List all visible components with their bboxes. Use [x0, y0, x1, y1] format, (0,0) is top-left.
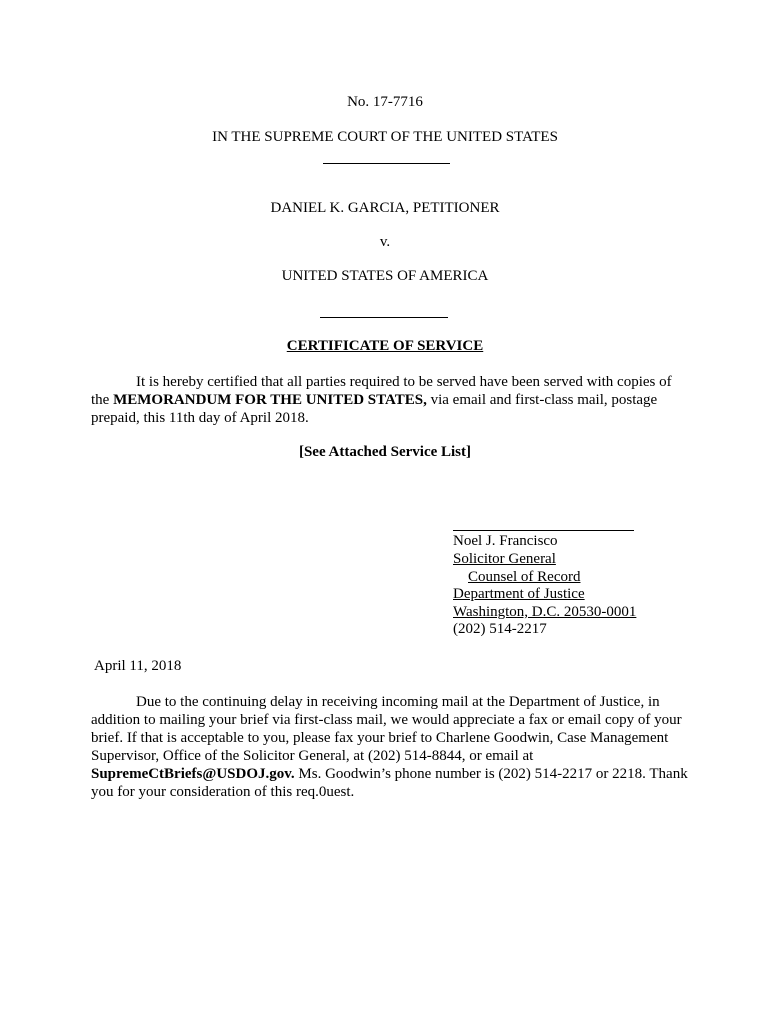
- document-title-bold: MEMORANDUM FOR THE UNITED STATES,: [113, 392, 427, 408]
- signer-address: Washington, D.C. 20530-0001: [453, 604, 637, 620]
- caption-divider-bottom: [320, 317, 448, 318]
- court-name: IN THE SUPREME COURT OF THE UNITED STATES: [212, 129, 558, 145]
- notice-text-1: Due to the continuing delay in receiving incoming mail at the Department of Justice, in addition to mailing your brief via first-class mail, we would appreciate a fax or email copy of your brief. If that is acceptable to you, please fax your brief to Charlene Goodwin, Case Management Supervisor, Office of the Solicitor General, at (202) 514-8844, or email at: [91, 694, 682, 764]
- certificate-title: CERTIFICATE OF SERVICE: [286, 338, 484, 354]
- certificate-body-text-1: It is hereby certified that all parties required to be served have been served with copies of the: [91, 374, 672, 408]
- service-list-note: [See Attached Service List]: [298, 444, 472, 460]
- signature-line: [453, 530, 634, 531]
- case-number: No. 17-7716: [347, 94, 423, 110]
- caption-divider-top: [323, 163, 450, 164]
- versus-label: v.: [379, 234, 391, 250]
- signer-title: Solicitor General: [453, 551, 556, 567]
- signer-name: Noel J. Francisco: [453, 533, 558, 549]
- notice-text-2: Ms. Goodwin’s phone number is (202) 514-2217 or 2218. Thank you for your consideration of this req.0uest.: [91, 766, 688, 800]
- certificate-body-text-2: via email and first-class mail, postage prepaid, this 11th day of April 2018.: [91, 392, 658, 426]
- signer-role: Counsel of Record: [468, 569, 581, 585]
- respondent-name: UNITED STATES OF AMERICA: [281, 268, 489, 284]
- document-date: April 11, 2018: [94, 658, 182, 674]
- signer-phone: (202) 514-2217: [453, 621, 547, 637]
- notice-email: SupremeCtBriefs@USDOJ.gov.: [91, 766, 295, 782]
- petitioner-name: DANIEL K. GARCIA, PETITIONER: [270, 200, 500, 216]
- mail-delay-notice: [91, 693, 691, 801]
- signer-department: Department of Justice: [453, 586, 585, 602]
- certificate-body: [91, 373, 691, 427]
